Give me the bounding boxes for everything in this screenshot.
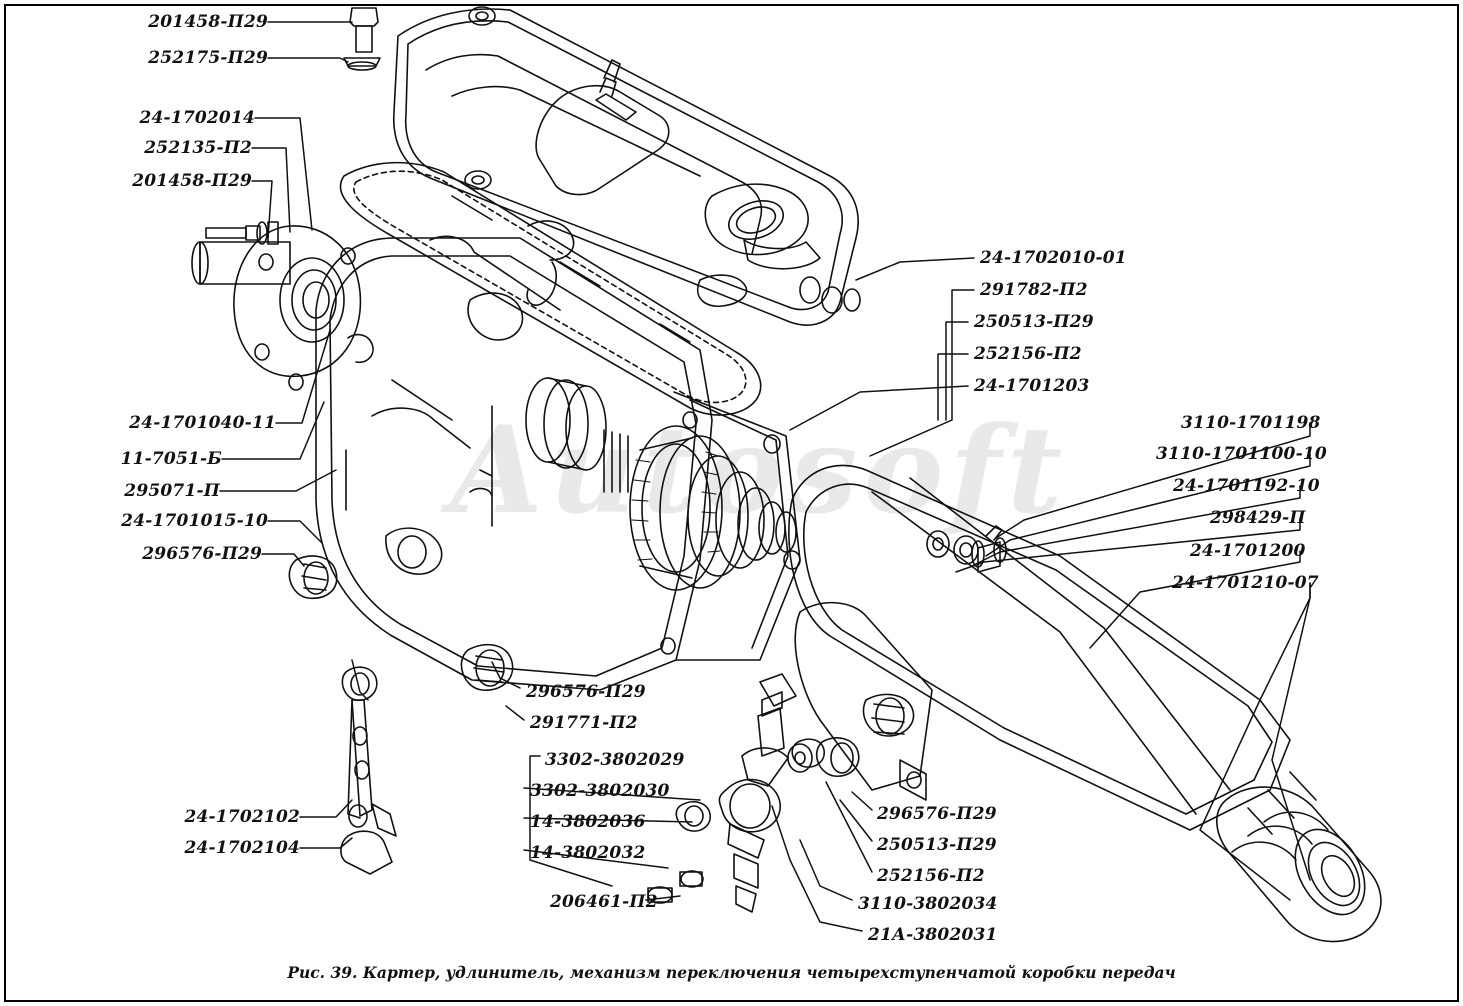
part-label: 21А-3802031	[868, 925, 998, 945]
part-label: 3110-3802034	[858, 894, 998, 914]
part-label: 24-1702014	[139, 108, 255, 128]
part-label: 291782-П2	[980, 280, 1088, 300]
part-label: 24-1701210-07	[1172, 573, 1319, 593]
part-label: 250513-П29	[877, 835, 997, 855]
part-label: 201458-П29	[132, 171, 252, 191]
part-label: 296576-П29	[142, 544, 262, 564]
watermark-text: Autosoft	[450, 400, 1069, 541]
part-label: 24-1701040-11	[129, 413, 276, 433]
misc-fasteners	[788, 744, 812, 772]
part-label: 14-3802036	[530, 812, 646, 832]
part-label: 201458-П29	[148, 12, 268, 32]
part-label: 14-3802032	[530, 843, 646, 863]
figure-caption: Рис. 39. Картер, удлинитель, механизм переключения четырехступенчатой коробки передач	[287, 963, 1176, 982]
part-label: 291771-П2	[530, 713, 638, 733]
shift-linkage-left	[341, 667, 396, 874]
part-label: 252175-П29	[148, 48, 268, 68]
bearing-and-fasteners-right	[927, 526, 1006, 572]
part-label: 298429-П	[1210, 508, 1306, 528]
part-label: 24-1701200	[1190, 541, 1306, 561]
gear-synchronizer-assembly	[526, 378, 796, 590]
part-label: 252156-П2	[974, 344, 1082, 364]
part-label: 3110-1701100-10	[1156, 444, 1327, 464]
gearbox-top-cover	[344, 7, 860, 325]
part-label: 250513-П29	[974, 312, 1094, 332]
part-label: 296576-П29	[877, 804, 997, 824]
shift-rod-ball-joint	[648, 674, 796, 912]
part-label: 252135-П2	[144, 138, 252, 158]
part-label: 24-1701203	[974, 376, 1090, 396]
part-label: 252156-П2	[877, 866, 985, 886]
part-label: 296576-П29	[526, 682, 646, 702]
part-label: 3110-1701198	[1181, 413, 1321, 433]
part-label: 24-1702010-01	[980, 248, 1127, 268]
part-label: 11-7051-Б	[120, 449, 222, 469]
part-label: 206461-П2	[550, 892, 658, 912]
part-label: 24-1701192-10	[1173, 476, 1320, 496]
part-label: 3302-3802029	[545, 750, 685, 770]
part-label: 3302-3802030	[530, 781, 670, 801]
gearbox-case	[192, 222, 800, 690]
part-label: 295071-П	[124, 481, 220, 501]
part-label: 24-1702104	[184, 838, 300, 858]
part-label: 24-1702102	[184, 807, 300, 827]
part-label: 24-1701015-10	[121, 511, 268, 531]
